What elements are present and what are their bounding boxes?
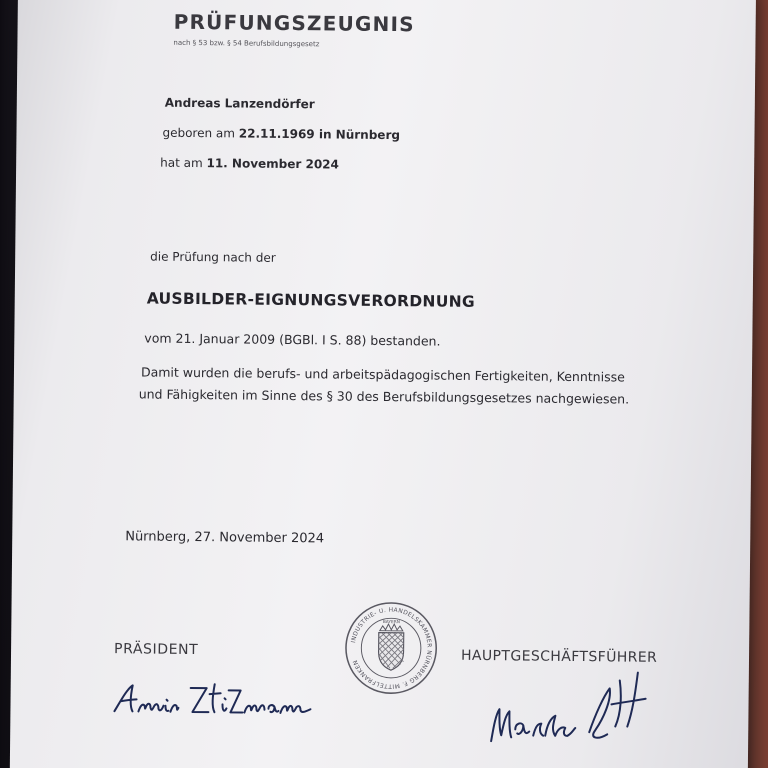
managing-director-label: HAUPTGESCHÄFTSFÜHRER [460, 647, 658, 666]
birth-line [162, 126, 400, 142]
exam-date: 11. November 2024 [206, 156, 340, 172]
certificate-title: PRÜFUNGSZEUGNIS [173, 9, 415, 37]
president-label: PRÄSIDENT [113, 641, 199, 659]
certificate-paper [10, 0, 756, 768]
birth-place: Nürnberg [335, 127, 401, 143]
managing-director-signature [485, 663, 666, 751]
birth-prefix: geboren am [162, 125, 239, 141]
competence-statement-line-2: und Fähigkeiten im Sinne des § 30 des Berufsbildungsgesetzes nachgewiesen. [138, 386, 630, 407]
certificate-subtitle: nach § 53 bzw. § 54 Berufsbildungsgesetz [173, 38, 320, 49]
competence-statement-line-1: Damit wurden die berufs- und arbeitspädagogischen Fertigkeiten, Kenntnisse [140, 364, 625, 385]
recipient-name: Andreas Lanzendörfer [164, 95, 315, 112]
exam-prefix: hat am [160, 155, 207, 171]
birth-mid: in [314, 127, 336, 142]
seal-ring-text: INDUSTRIE- U. HANDELSKAMMER NÜRNBERG F. MITTELFRANKEN [350, 606, 433, 690]
regulation-reference: vom 21. Januar 2009 (BGBl. I S. 88) bestanden. [144, 330, 441, 349]
place-date: Nürnberg, 27. November 2024 [125, 529, 325, 547]
regulation-title: AUSBILDER-EIGNUNGSVERORDNUNG [146, 289, 476, 311]
president-signature [110, 677, 320, 723]
bavarian-coat-of-arms-seal-icon [343, 600, 440, 697]
exam-intro: die Prüfung nach der [150, 249, 276, 265]
seal-top-text: BAYERN [382, 620, 400, 626]
birth-date: 22.11.1969 [238, 126, 315, 142]
exam-date-line [160, 156, 339, 172]
